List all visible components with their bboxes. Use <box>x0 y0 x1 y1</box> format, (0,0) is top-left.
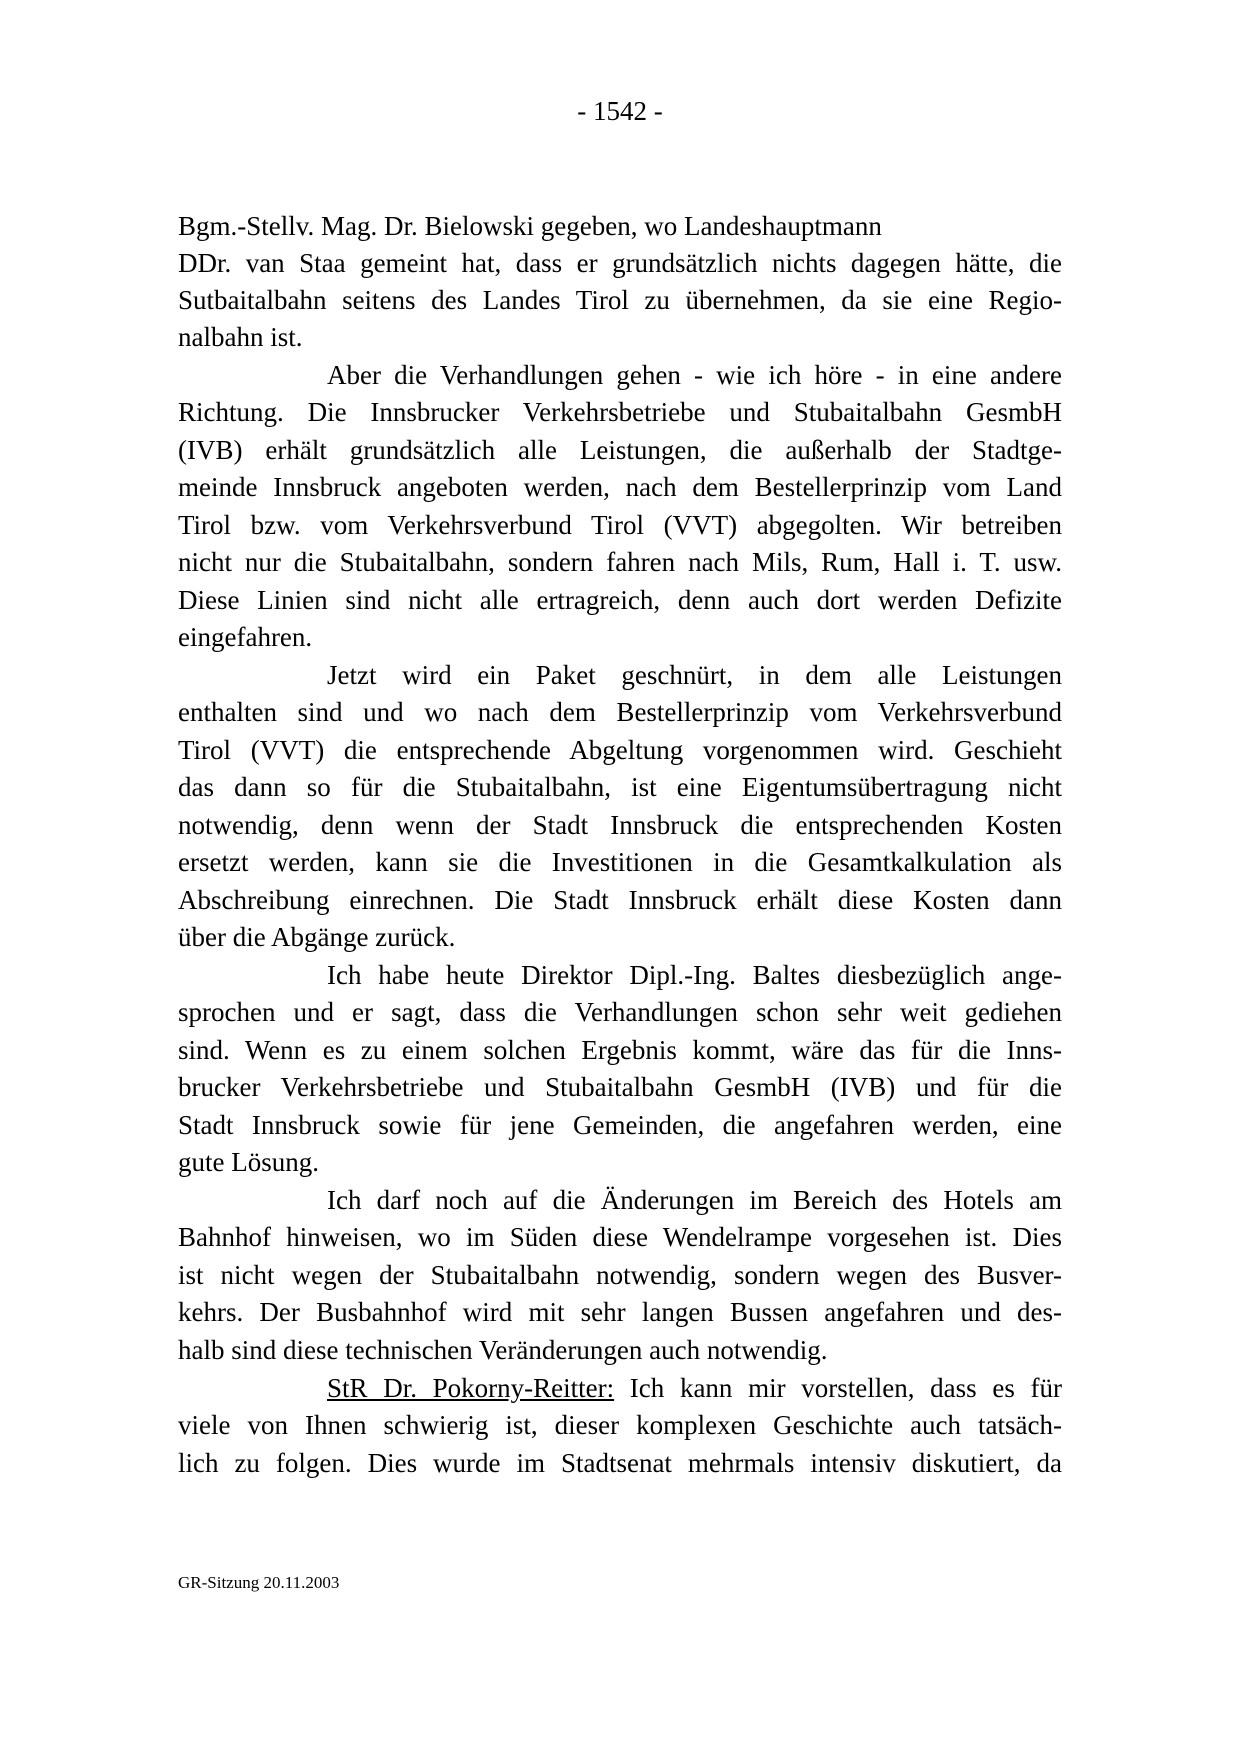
page-number: - 1542 - <box>577 96 663 126</box>
text-line: ersetzt werden, kann sie die Investitionen in die Gesamtkalkulation als <box>178 847 1062 877</box>
text-line: halb sind diese technischen Veränderungen auch notwendig. <box>178 1335 828 1365</box>
speaker-text: Ich kann mir vorstellen, dass es für <box>614 1373 1062 1403</box>
speaker-line <box>327 1370 1062 1407</box>
text-line: Diese Linien sind nicht alle ertragreich, denn auch dort werden Defizite <box>178 585 1062 615</box>
text-line: gute Lösung. <box>178 1147 319 1177</box>
text-line: eingefahren. <box>178 622 313 652</box>
text-line: Ich darf noch auf die Änderungen im Bereich des Hotels am <box>327 1185 1062 1215</box>
text-line: notwendig, denn wenn der Stadt Innsbruck die entsprechenden Kosten <box>178 810 1062 840</box>
text-line: Tirol bzw. vom Verkehrsverbund Tirol (VVT) abgegolten. Wir betreiben <box>178 510 1062 540</box>
text-line: Bahnhof hinweisen, wo im Süden diese Wendelrampe vorgesehen ist. Dies <box>178 1222 1062 1252</box>
text-line: Jetzt wird ein Paket geschnürt, in dem alle Leistungen <box>327 660 1062 690</box>
text-line: sprochen und er sagt, dass die Verhandlungen schon sehr weit gediehen <box>178 997 1062 1027</box>
text-line: brucker Verkehrsbetriebe und Stubaitalbahn GesmbH (IVB) und für die <box>178 1072 1062 1102</box>
text-line: über die Abgänge zurück. <box>178 922 456 952</box>
text-line: viele von Ihnen schwierig ist, dieser komplexen Geschichte auch tatsäch- <box>178 1410 1062 1440</box>
text-line: ist nicht wegen der Stubaitalbahn notwendig, sondern wegen des Busver- <box>178 1260 1062 1290</box>
text-line: lich zu folgen. Dies wurde im Stadtsenat mehrmals intensiv diskutiert, da <box>178 1448 1062 1478</box>
footer-session-date: GR-Sitzung 20.11.2003 <box>178 1573 340 1592</box>
text-line: sind. Wenn es zu einem solchen Ergebnis kommt, wäre das für die Inns- <box>178 1035 1062 1065</box>
text-line: Bgm.-Stellv. Mag. Dr. Bielowski gegeben, wo Landeshauptmann <box>178 211 882 241</box>
text-line: Richtung. Die Innsbrucker Verkehrsbetriebe und Stubaitalbahn GesmbH <box>178 397 1062 427</box>
text-line: DDr. van Staa gemeint hat, dass er grundsätzlich nichts dagegen hätte, die <box>178 248 1062 278</box>
text-line: nicht nur die Stubaitalbahn, sondern fahren nach Mils, Rum, Hall i. T. usw. <box>178 547 1062 577</box>
text-line: (IVB) erhält grundsätzlich alle Leistungen, die außerhalb der Stadtge- <box>178 435 1062 465</box>
text-line: Tirol (VVT) die entsprechende Abgeltung vorgenommen wird. Geschieht <box>178 735 1062 765</box>
text-line: kehrs. Der Busbahnhof wird mit sehr langen Bussen angefahren und des- <box>178 1297 1062 1327</box>
text-line: nalbahn ist. <box>178 322 303 352</box>
text-line: Stadt Innsbruck sowie für jene Gemeinden, die angefahren werden, eine <box>178 1110 1062 1140</box>
text-line: Sutbaitalbahn seitens des Landes Tirol zu übernehmen, da sie eine Regio- <box>178 285 1062 315</box>
speaker-name: StR Dr. Pokorny-Reitter: <box>327 1373 615 1403</box>
text-line: das dann so für die Stubaitalbahn, ist eine Eigentumsübertragung nicht <box>178 772 1062 802</box>
text-line: Ich habe heute Direktor Dipl.-Ing. Baltes diesbezüglich ange- <box>327 960 1062 990</box>
text-line: meinde Innsbruck angeboten werden, nach dem Bestellerprinzip vom Land <box>178 472 1062 502</box>
text-line: Abschreibung einrechnen. Die Stadt Innsbruck erhält diese Kosten dann <box>178 885 1062 915</box>
text-line: enthalten sind und wo nach dem Bestellerprinzip vom Verkehrsverbund <box>178 697 1062 727</box>
text-line: Aber die Verhandlungen gehen - wie ich höre - in eine andere <box>327 360 1062 390</box>
